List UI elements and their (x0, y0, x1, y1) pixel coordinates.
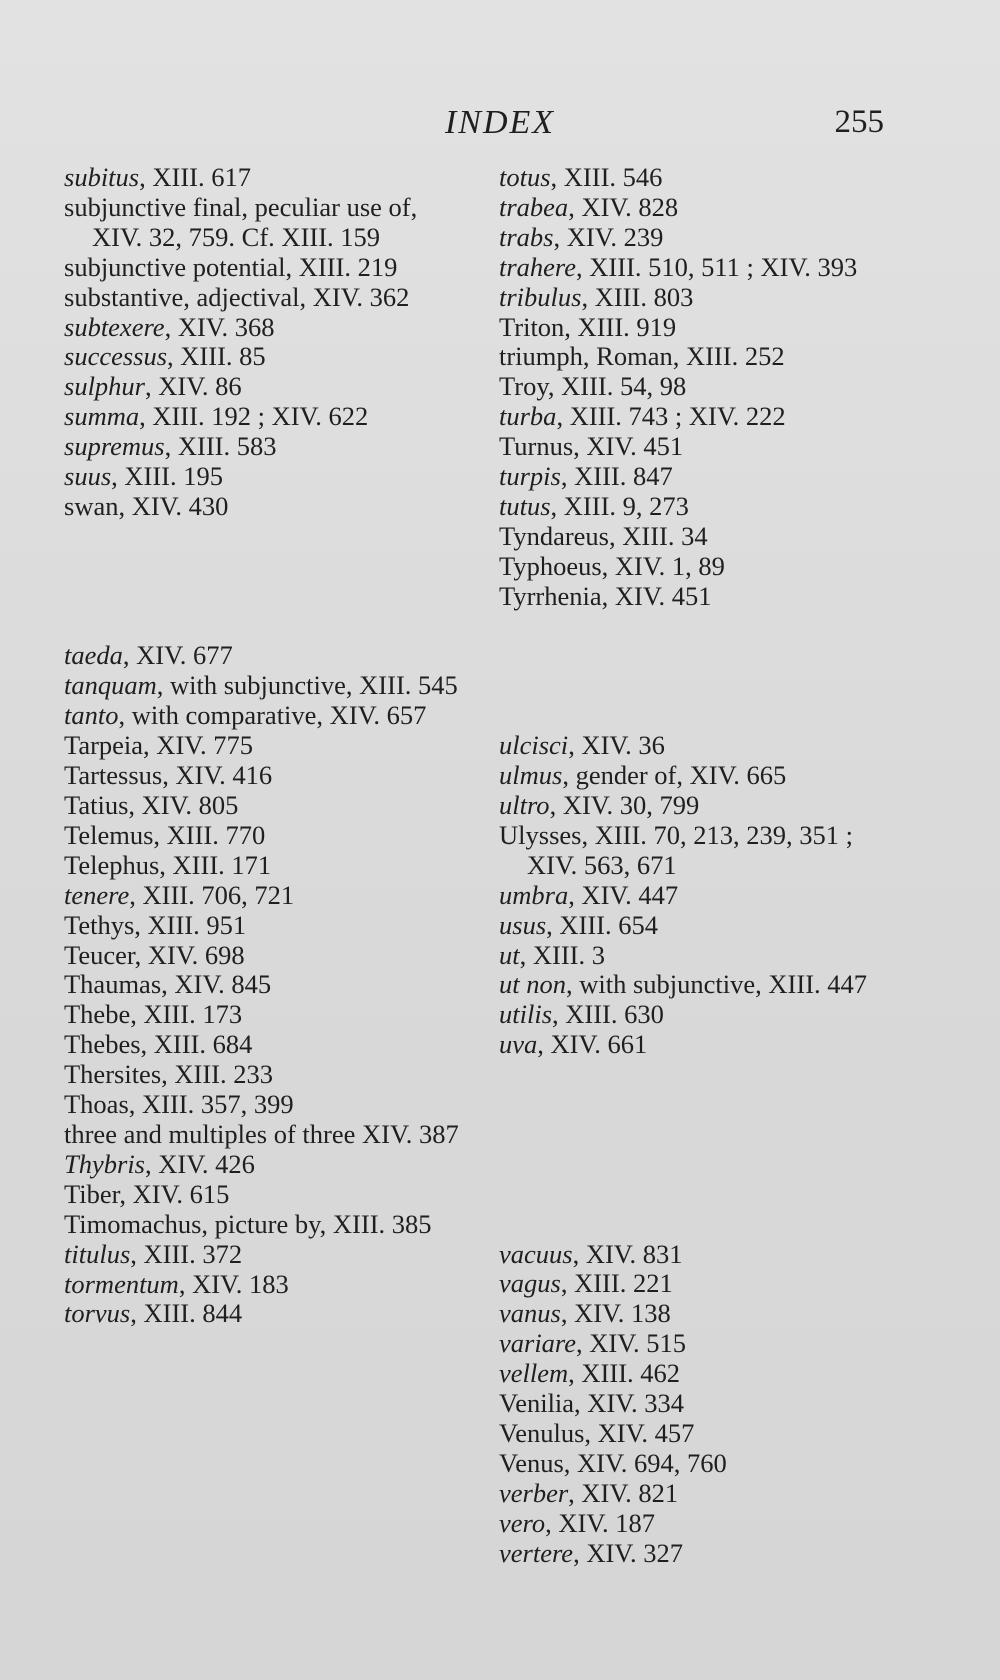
entry-heading: Thybris (64, 1148, 145, 1179)
entry-heading: Tyndareus, XIII. 34 (499, 520, 708, 551)
entry-heading: vanus (499, 1298, 561, 1329)
entry-references: , XIII. 847 (560, 461, 673, 492)
entry-references: , XIV. 327 (573, 1537, 683, 1568)
entry-heading: tenere (64, 879, 130, 910)
index-entry (499, 372, 899, 402)
entry-heading: trabea (499, 191, 569, 222)
entry-references: , XIV. 138 (560, 1298, 671, 1329)
entry-heading: Venus, XIV. 694, 760 (499, 1447, 727, 1478)
index-entry (499, 492, 899, 522)
index-entry (499, 522, 899, 552)
entry-heading: ut non (499, 969, 566, 1000)
entry-heading: Tiber, XIV. 615 (64, 1178, 230, 1209)
entry-heading: ulmus (499, 760, 563, 791)
entry-references: , XIV. 831 (572, 1238, 683, 1269)
index-entry (499, 283, 899, 313)
entry-heading: Timomachus, picture by, XIII. 385 (64, 1208, 432, 1239)
entry-heading: trahere (499, 251, 577, 282)
entry-heading: subitus (64, 162, 140, 192)
index-entry (499, 881, 899, 911)
entry-references: , with subjunctive, XIII. 447 (566, 969, 868, 1000)
index-entry (64, 791, 459, 821)
entry-references: , XIII. 192 ; XIV. 622 (139, 401, 369, 432)
section-gap (499, 1060, 899, 1120)
entry-heading: subjunctive potential, XIII. 219 (64, 251, 398, 282)
entry-heading: Thaumas, XIV. 845 (64, 969, 272, 1000)
index-entry (64, 492, 459, 522)
entry-references: , XIV. 368 (164, 311, 275, 342)
section-gap (64, 582, 459, 642)
entry-heading: subjunctive final, peculiar use of, XIV. 32, 759. Cf. XIII. 159 (64, 191, 418, 252)
entry-references: , XIV. 828 (568, 191, 679, 222)
index-entry (64, 372, 459, 402)
index-entry (499, 1539, 899, 1569)
entry-heading: vero (499, 1507, 546, 1538)
entry-heading: Thoas, XIII. 357, 399 (64, 1089, 294, 1120)
entry-heading: sulphur (64, 371, 145, 402)
index-entry (499, 313, 899, 343)
entry-references: , XIV. 677 (122, 640, 233, 671)
index-entry (499, 1359, 899, 1389)
index-entry (64, 1090, 459, 1120)
entry-references: , XIII. 9, 273 (550, 490, 689, 521)
index-entry (64, 731, 459, 761)
entry-heading: tormentum (64, 1268, 179, 1299)
index-entry (64, 1030, 459, 1060)
index-entry (64, 193, 459, 253)
entry-heading: torvus (64, 1298, 131, 1329)
entry-references: , XIII. 546 (550, 162, 663, 192)
index-entry (64, 941, 459, 971)
entry-references: , with subjunctive, XIII. 545 (156, 670, 458, 701)
entry-references: , XIII. 743 ; XIV. 222 (556, 401, 786, 432)
entry-references: , XIV. 183 (178, 1268, 289, 1299)
entry-heading: turpis (499, 461, 561, 492)
entry-references: , XIII. 617 (139, 162, 251, 192)
index-entry (64, 1060, 459, 1090)
entry-heading: Thersites, XIII. 233 (64, 1059, 273, 1090)
index-entry (499, 462, 899, 492)
section-gap (499, 1180, 899, 1240)
index-entry (64, 1120, 459, 1150)
running-head-title: INDEX (444, 104, 556, 141)
entry-references: , XIII. 195 (111, 461, 224, 492)
index-entry (499, 432, 899, 462)
index-entry (499, 1329, 899, 1359)
entry-references: , XIII. 803 (581, 281, 694, 312)
entry-references: , XIV. 447 (568, 879, 679, 910)
section-gap (499, 612, 899, 672)
page-number: 255 (834, 104, 884, 140)
index-entry (64, 1270, 459, 1300)
index-entry (499, 163, 899, 193)
entry-references: , XIII. 706, 721 (129, 879, 295, 910)
entry-heading: tribulus (499, 281, 582, 312)
index-entry (64, 402, 459, 432)
entry-heading: trabs (499, 221, 554, 252)
entry-heading: Telephus, XIII. 171 (64, 849, 272, 880)
entry-heading: Turnus, XIV. 451 (499, 431, 684, 462)
entry-heading: totus (499, 162, 551, 192)
index-entry (64, 283, 459, 313)
entry-heading: Tatius, XIV. 805 (64, 790, 239, 820)
entry-references: , XIV. 30, 799 (549, 790, 700, 820)
entry-references: , XIII. 3 (519, 939, 605, 970)
index-entry (499, 1030, 899, 1060)
index-entry (499, 1269, 899, 1299)
entry-references: , XIII. 654 (546, 909, 659, 940)
index-entry (64, 701, 459, 731)
index-entry (64, 970, 459, 1000)
entry-references: , XIV. 515 (576, 1328, 686, 1359)
index-entry (64, 881, 459, 911)
index-entry (64, 821, 459, 851)
entry-heading: Troy, XIII. 54, 98 (499, 371, 687, 402)
index-entry (64, 1240, 459, 1270)
entry-heading: vacuus (499, 1238, 573, 1269)
entry-heading: turba (499, 401, 557, 432)
index-entry (499, 911, 899, 941)
index-entry (499, 761, 899, 791)
index-entry (499, 1299, 899, 1329)
entry-heading: substantive, adjectival, XIV. 362 (64, 281, 410, 312)
entry-references: , XIII. 372 (130, 1238, 243, 1269)
entry-heading: vagus (499, 1268, 561, 1299)
index-entry (64, 253, 459, 283)
index-entry (499, 1000, 899, 1030)
entry-heading: vertere (499, 1537, 574, 1568)
entry-heading: Triton, XIII. 919 (499, 311, 677, 342)
index-entry (64, 671, 459, 701)
entry-heading: taeda (64, 640, 123, 671)
section-gap (499, 671, 899, 731)
section-gap (64, 522, 459, 582)
entry-references: , XIII. 221 (560, 1268, 673, 1299)
entry-heading: ultro (499, 790, 550, 820)
entry-references: , XIV. 36 (568, 730, 665, 761)
index-entry (499, 1240, 899, 1270)
entry-references: , XIII. 510, 511 ; XIV. 393 (576, 251, 858, 282)
index-entry (64, 462, 459, 492)
entry-references: , gender of, XIV. 665 (562, 760, 787, 791)
index-entry (499, 821, 899, 881)
entry-heading: variare (499, 1328, 577, 1359)
entry-heading: three and multiples of three XIV. 387 (64, 1118, 459, 1149)
entry-heading: tanto (64, 700, 119, 731)
index-entry (64, 163, 459, 193)
section-gap (499, 1120, 899, 1180)
entry-references: , with comparative, XIV. 657 (118, 700, 427, 731)
entry-references: , XIII. 85 (167, 341, 266, 372)
index-entry (499, 223, 899, 253)
entry-heading: Thebes, XIII. 684 (64, 1029, 253, 1060)
entry-heading: ulcisci (499, 730, 569, 761)
index-entry (64, 1180, 459, 1210)
entry-references: , XIII. 462 (568, 1358, 681, 1389)
index-entry (64, 1150, 459, 1180)
index-entry (499, 582, 899, 612)
index-entry (499, 402, 899, 432)
entry-heading: summa (64, 401, 140, 432)
entry-heading: ut (499, 939, 520, 970)
index-entry (64, 911, 459, 941)
index-entry (499, 970, 899, 1000)
index-entry (499, 1479, 899, 1509)
index-entry (64, 1000, 459, 1030)
index-entry (499, 1389, 899, 1419)
entry-heading: Tethys, XIII. 951 (64, 909, 247, 940)
index-entry (499, 342, 899, 372)
entry-heading: umbra (499, 879, 569, 910)
entry-heading: Typhoeus, XIV. 1, 89 (499, 550, 725, 581)
index-entry (499, 941, 899, 971)
index-column-left (64, 163, 459, 1329)
index-entry (64, 761, 459, 791)
entry-heading: suus (64, 461, 112, 492)
entry-heading: subtexere (64, 311, 165, 342)
entry-heading: Tarpeia, XIV. 775 (64, 730, 253, 761)
index-entry (64, 641, 459, 671)
entry-references: , XIV. 187 (545, 1507, 656, 1538)
index-entry (64, 1210, 459, 1240)
index-entry (499, 552, 899, 582)
index-entry (499, 1509, 899, 1539)
entry-references: , XIII. 630 (552, 999, 664, 1030)
index-entry (499, 791, 899, 821)
entry-heading: Ulysses, XIII. 70, 213, 239, 351 ; XIV. 563, 671 (499, 819, 854, 880)
entry-heading: uva (499, 1029, 538, 1060)
index-entry (499, 731, 899, 761)
entry-heading: Venilia, XIV. 334 (499, 1388, 684, 1419)
entry-heading: utilis (499, 999, 553, 1030)
entry-heading: titulus (64, 1238, 131, 1269)
entry-heading: Tyrrhenia, XIV. 451 (499, 580, 712, 611)
index-entry (64, 851, 459, 881)
entry-heading: triumph, Roman, XIII. 252 (499, 341, 785, 372)
entry-references: , XIII. 844 (130, 1298, 243, 1329)
entry-heading: successus (64, 341, 168, 372)
entry-heading: Teucer, XIV. 698 (64, 939, 245, 970)
entry-heading: Tartessus, XIV. 416 (64, 760, 273, 791)
index-entry (64, 1299, 459, 1329)
entry-heading: vellem (499, 1358, 569, 1389)
index-column-right (499, 163, 899, 1569)
index-entry (64, 432, 459, 462)
index-entry (499, 253, 899, 283)
entry-references: , XIV. 661 (537, 1029, 648, 1060)
entry-references: , XIV. 426 (145, 1148, 255, 1179)
entry-heading: verber (499, 1477, 569, 1508)
entry-heading: tutus (499, 490, 551, 521)
entry-heading: Thebe, XIII. 173 (64, 999, 243, 1030)
entry-heading: usus (499, 909, 547, 940)
entry-heading: tanquam (64, 670, 157, 701)
index-entry (64, 313, 459, 343)
entry-heading: swan, XIV. 430 (64, 490, 229, 521)
index-entry (499, 1419, 899, 1449)
index-entry (499, 193, 899, 223)
index-entry (64, 342, 459, 372)
entry-references: , XIII. 583 (164, 431, 277, 462)
entry-references: , XIV. 239 (553, 221, 664, 252)
entry-references: , XIV. 821 (568, 1477, 679, 1508)
index-entry (499, 1449, 899, 1479)
entry-heading: Telemus, XIII. 770 (64, 819, 266, 850)
entry-heading: supremus (64, 431, 165, 462)
entry-heading: Venulus, XIV. 457 (499, 1417, 695, 1448)
entry-references: , XIV. 86 (145, 371, 242, 402)
